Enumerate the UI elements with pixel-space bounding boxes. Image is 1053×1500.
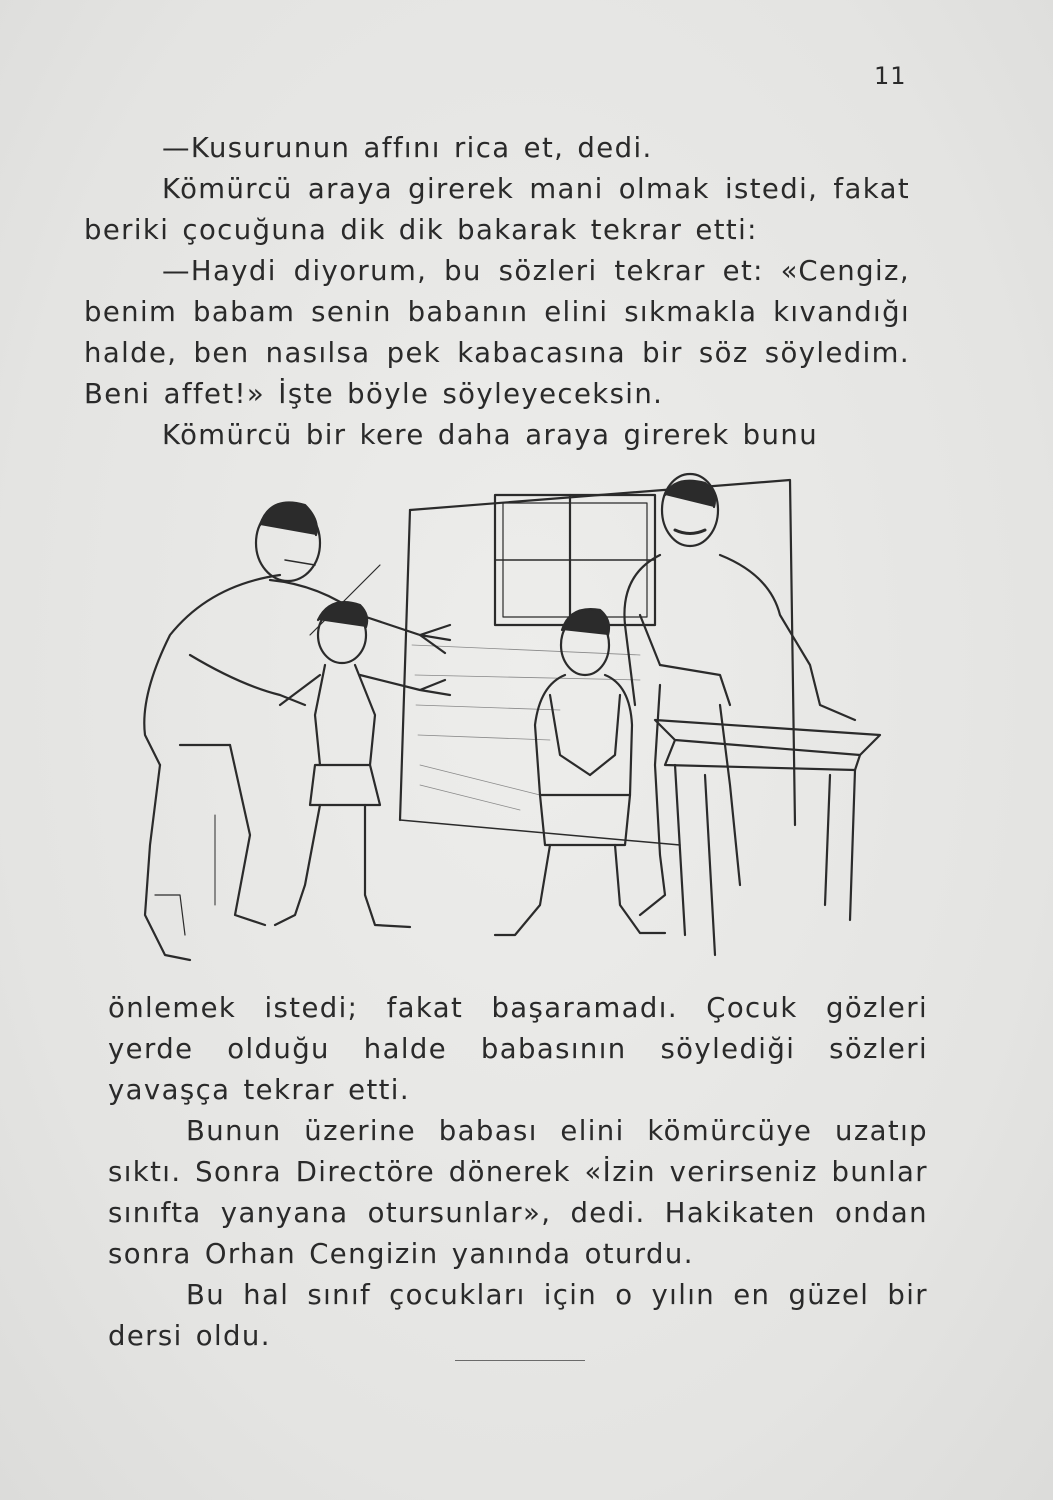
classroom-illustration: [120, 465, 900, 970]
paragraph: Kömürcü araya girerek mani olmak istedi, fakat beriki çocuğuna dik dik bakarak tekrar etti:: [84, 173, 910, 246]
boy-standing-figure: [495, 609, 665, 935]
paragraph: —Haydi diyorum, bu sözleri tekrar et: «Cengiz, benim babam senin babanın elini sıkmakla kıvandığı halde, ben nasılsa pek kabacasına bir söz söyledim. Beni affet!» İşte böyle söyleyeceksin.: [84, 255, 910, 410]
desk: [655, 720, 880, 955]
boy-reaching-figure: [275, 602, 450, 927]
paragraph: —Kusurunun affını rica et, dedi.: [162, 132, 653, 164]
bottom-text-block: [108, 988, 928, 1357]
paragraph: önlemek istedi; fakat başaramadı. Çocuk gözleri yerde olduğu halde babasının söylediği sözleri yavaşça tekrar etti.: [108, 992, 928, 1106]
coal-man-figure: [624, 474, 855, 915]
paragraph: Bunun üzerine babası elini kömürcüye uzatıp sıktı. Sonra Directöre dönerek «İzin verirseniz bunlar sınıfta yanyana otursunlar», dedi. Hakikaten ondan sonra Orhan Cengizin yanında oturdu.: [108, 1115, 928, 1270]
teacher-figure: [144, 503, 450, 961]
top-text-block: [84, 128, 910, 456]
paragraph: Bu hal sınıf çocukları için o yılın en güzel bir dersi oldu.: [108, 1279, 928, 1352]
paragraph: Kömürcü bir kere daha araya girerek bunu: [162, 419, 819, 451]
end-rule: [455, 1360, 585, 1361]
page-number: 11: [874, 62, 907, 90]
room-background: [310, 480, 795, 845]
window: [495, 495, 655, 625]
